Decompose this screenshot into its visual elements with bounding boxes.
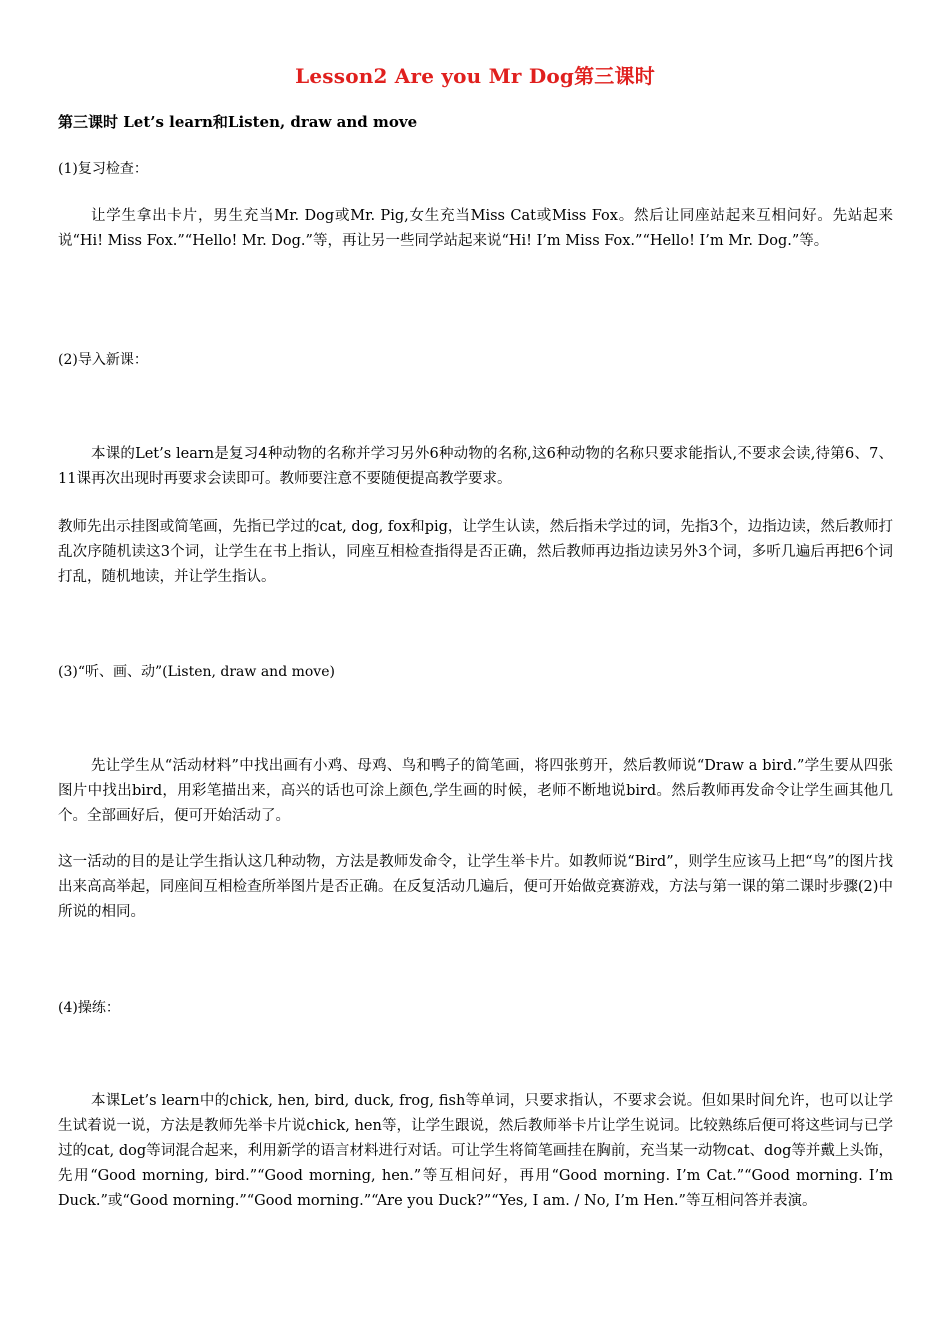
section-4-paragraph-1: 本课Let’s learn中的chick, hen, bird, duck, frog, fish等单词，只要求指认，不要求会说。但如果时间允许，也可以让学生试着说一说，方法是教师先举卡片说chick, hen等，让学生跟说，然后教师举卡片让学生说词。比较熟练后便可将这些词与已学过的cat, dog等词混合起来，利用新学的语言材料进行对话。可让学生将简笔画挂在胸前，充当某一动物cat、dog等并戴上头饰，先用“Good morning, bird.”“Good morning, hen.”等互相问好，再用“Good morning. I’m Cat.”“Good morning. I’m Duck.”或“Good morning.”“Good morning.”“Are you Duck?”“Yes, I am. / No, I’m Hen.”等互相问答并表演。	[58, 1093, 893, 1209]
section-1-paragraph-1: 让学生拿出卡片，男生充当Mr. Dog或Mr. Pig,女生充当Miss Cat或Miss Fox。然后让同座站起来互相问好。先站起来说“Hi! Miss Fox.”“Hello! Mr. Dog.”等，再让另一些同学站起来说“Hi! I’m Miss Fox.”“Hello! I’m Mr. Dog.”等。	[58, 208, 893, 249]
section-1-heading: (1)复习检查：	[58, 161, 148, 177]
section-3-paragraph-2: 这一活动的目的是让学生指认这几种动物，方法是教师发命令，让学生举卡片。如教师说“Bird”，则学生应该马上把“鸟”的图片找出来高高举起，同座间互相检查所举图片是否正确。在反复活动几遍后，便可开始做竞赛游戏，方法与第一课的第二课时步骤(2)中所说的相同。	[58, 854, 893, 920]
section-4-heading: (4)操练：	[58, 1000, 120, 1016]
section-3-heading: (3)“听、画、动”(Listen, draw and move)	[58, 664, 335, 680]
section-3-paragraph-1: 先让学生从“活动材料”中找出画有小鸡、母鸡、鸟和鸭子的简笔画，将四张剪开，然后教师说“Draw a bird.”学生要从四张图片中找出bird，用彩笔描出来，高兴的话也可涂上颜色,学生画的时候，老师不断地说bird。然后教师再发命令让学生画其他几个。全部画好后，便可开始活动了。	[58, 758, 893, 824]
section-2-paragraph-2: 教师先出示挂图或简笔画，先指已学过的cat, dog, fox和pig，让学生认读，然后指未学过的词，先指3个，边指边读，然后教师打乱次序随机读这3个词，让学生在书上指认，同座互相检查指得是否正确，然后教师再边指边读另外3个词，多听几遍后再把6个词打乱，随机地读，并让学生指认。	[58, 519, 893, 585]
document-title: Lesson2 Are you Mr Dog第三课时	[295, 64, 655, 88]
section-2-heading: (2)导入新课：	[58, 352, 148, 368]
document-subtitle: 第三课时 Let’s learn和Listen, draw and move	[58, 113, 418, 131]
section-2-paragraph-1: 本课的Let’s learn是复习4种动物的名称并学习另外6种动物的名称,这6种动物的名称只要求能指认,不要求会读,待第6、7、11课再次出现时再要求会读即可。教师要注意不要随便提高教学要求。	[58, 446, 893, 487]
